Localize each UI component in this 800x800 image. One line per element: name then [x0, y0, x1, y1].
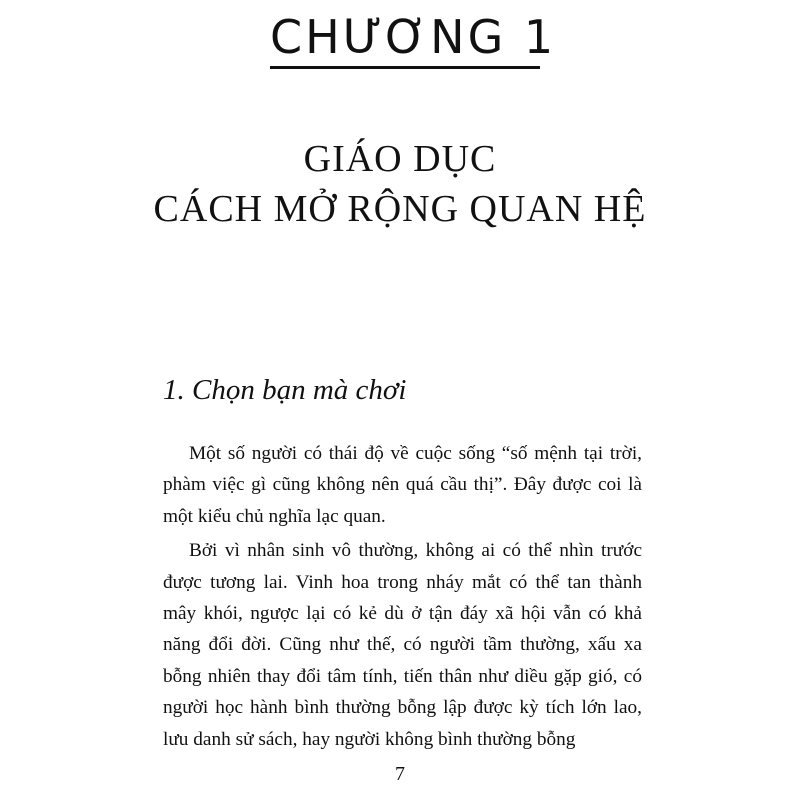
- page-number: 7: [395, 763, 405, 785]
- chapter-header: [0, 6, 800, 70]
- body-text: [163, 438, 642, 758]
- chapter-title-line: CÁCH MỞ RỘNG QUAN HỆ: [153, 188, 647, 230]
- section-heading: 1. Chọn bạn mà chơi: [163, 374, 407, 406]
- chapter-label: CHƯƠNG 1: [270, 10, 557, 64]
- paragraph: Bởi vì nhân sinh vô thường, không ai có thể nhìn trước được tương lai. Vinh hoa trong nháy mắt có thể tan thành mây khói, ngược lại có kẻ dù ở tận đáy xã hội vẫn có khả năng đổi đời. Cũng như thế, có người tầm thường, xấu xa bỗng nhiên thay đổi tâm tính, tiến thân như diều gặp gió, có người học hành bình thường bỗng lập được kỳ tích lớn lao, lưu danh sử sách, hay người không bình thường bỗng: [163, 540, 642, 750]
- chapter-title: [0, 134, 800, 234]
- chapter-underline: [270, 66, 540, 69]
- paragraph: Một số người có thái độ về cuộc sống “số mệnh tại trời, phàm việc gì cũng không nên quá cầu thị”. Đây được coi là một kiểu chủ nghĩa lạc quan.: [163, 443, 642, 527]
- chapter-title-line: GIÁO DỤC: [303, 138, 497, 180]
